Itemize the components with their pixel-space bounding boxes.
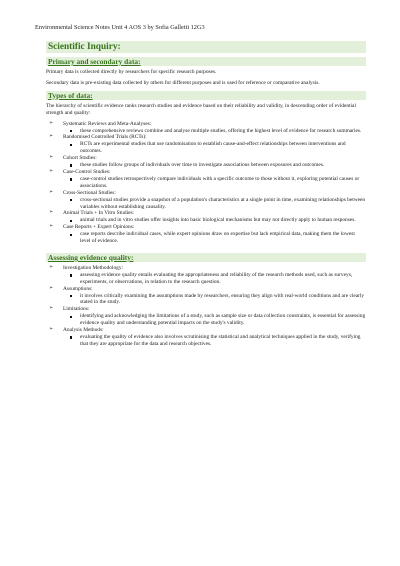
sub-bullet-text: identifying and acknowledging the limitations of a study, such as sample size or data collection constraints, is essential for assessing evidence quality and understanding potential impacts on the study's validity. [80,313,366,327]
evidence-hierarchy-list [46,121,366,245]
types-of-data-heading: Types of data: [46,91,366,100]
item-label: Cohort Studies: [63,155,97,162]
sub-bullet-list [63,293,366,307]
list-item [46,134,366,155]
square-bullet-icon [70,130,72,132]
list-item [46,190,366,211]
primary-data-paragraph: Primary data is collected directly by researchers for specific research purposes. [46,69,217,75]
sub-bullet-item [63,313,366,327]
square-bullet-icon [70,178,72,180]
sub-bullet-item [63,293,366,307]
sub-bullet-item [63,141,366,155]
item-label: Investigation Methodology: [63,264,124,271]
item-label: Cross-Sectional Studies: [63,189,116,196]
item-label: Assumptions: [63,285,93,292]
arrow-bullet-icon: ➢ [49,306,54,312]
item-label: Analysis Methods: [63,327,104,334]
sub-bullet-text: it involves critically examining the assumptions made by researchers, ensuring they align with real-world conditions and are clearly stated in the study. [80,292,365,306]
square-bullet-icon [70,336,72,338]
sub-bullet-text: case reports describe individual cases, while expert opinions draw on expertise but lack empirical data, making them the lowest level of evidence. [80,231,355,245]
sub-bullet-text: assessing evidence quality entails evaluating the appropriateness and reliability of the research methods used, such as surveys, experiments, or observations, in relation to the research question. [80,271,353,285]
sub-bullet-item [63,197,366,211]
item-label: Limitations: [63,306,90,313]
list-item [46,121,366,135]
primary-secondary-heading: Primary and secondary data: [46,57,366,66]
sub-bullet-item [63,334,366,348]
arrow-bullet-icon: ➢ [49,264,54,270]
arrow-bullet-icon: ➢ [49,189,54,195]
item-label: Case Reports + Expert Opinions: [63,224,135,231]
arrow-bullet-icon: ➢ [49,210,54,216]
square-bullet-icon [70,220,72,222]
sub-bullet-list [63,231,366,245]
sub-bullet-text: evaluating the quality of evidence also involves scrutinising the statistical and analytical techniques applied in the study, verifying that they are appropriate for the data and research objectives. [80,334,361,347]
assessing-quality-heading: Assessing evidence quality: [46,253,366,262]
square-bullet-icon [70,199,72,201]
document-header: Environmental Science Notes Unit 4 AOS 3 by Sofia Galletti 12G3 [35,24,205,31]
list-item [46,169,366,190]
sub-bullet-list [63,217,366,224]
sub-bullet-text: cross-sectional studies provide a snapshot of a population's characteristics at a single point in time, examining relationships between variables without establishing causality. [80,196,366,210]
sub-bullet-text: case-control studies retrospectively compare individuals with a specific outcome to those without it, exploring potential causes or associations. [80,175,360,189]
square-bullet-icon [70,164,72,166]
sub-bullet-item [63,176,366,190]
square-bullet-icon [70,295,72,297]
sub-bullet-text: these studies follow groups of individuals over time to investigate associations between exposures and outcomes. [80,162,325,169]
sub-bullet-item [63,231,366,245]
item-label: Randomised Controlled Trials (RCTs): [63,134,147,141]
sub-bullet-list [63,141,366,155]
sub-bullet-text: RCTs are experimental studies that use randomisation to establish cause-and-effect relationships between interventions and outcomes. [80,141,346,155]
list-item [46,306,366,327]
sub-bullet-list [63,176,366,190]
arrow-bullet-icon: ➢ [49,120,54,126]
secondary-data-paragraph: Secondary data is pre-existing data collected by others for different purposes and is used for reference or comparative analysis. [46,79,320,86]
list-item [46,286,366,307]
sub-bullet-list [63,334,366,348]
item-label: Systematic Reviews and Meta-Analyses: [63,120,152,127]
arrow-bullet-icon: ➢ [49,168,54,174]
sub-bullet-list [63,272,366,286]
arrow-bullet-icon: ➢ [49,224,54,230]
arrow-bullet-icon: ➢ [49,327,54,333]
item-label: Case-Control Studies: [63,168,111,175]
sub-bullet-item [63,272,366,286]
section-title: Scientific Inquiry: [46,41,366,53]
list-item [46,265,366,286]
arrow-bullet-icon: ➢ [49,134,54,140]
sub-bullet-list [63,197,366,211]
square-bullet-icon [70,316,72,318]
document-body [46,41,366,348]
sub-bullet-item [63,162,366,169]
list-item [46,155,366,169]
list-item [46,224,366,245]
sub-bullet-text: animal trials and in vitro studies offer insights into basic biological mechanisms but may not directly apply to human responses. [80,217,356,224]
sub-bullet-list [63,162,366,169]
evidence-hierarchy-intro: The hierarchy of scientific evidence ranks research studies and evidence based on their reliability and validity, in descending order of evidential strength and quality: [46,102,356,116]
sub-bullet-item [63,217,366,224]
square-bullet-icon [70,274,72,276]
arrow-bullet-icon: ➢ [49,155,54,161]
square-bullet-icon [70,144,72,146]
assessing-quality-list [46,265,366,348]
list-item [46,210,366,224]
list-item [46,327,366,348]
square-bullet-icon [70,234,72,236]
sub-bullet-list [63,313,366,327]
sub-bullet-text: these comprehensive reviews combine and analyse multiple studies, offering the highest level of evidence for research summaries. [80,127,362,134]
item-label: Animal Trials + In Vitro Studies: [63,210,135,217]
arrow-bullet-icon: ➢ [49,285,54,291]
